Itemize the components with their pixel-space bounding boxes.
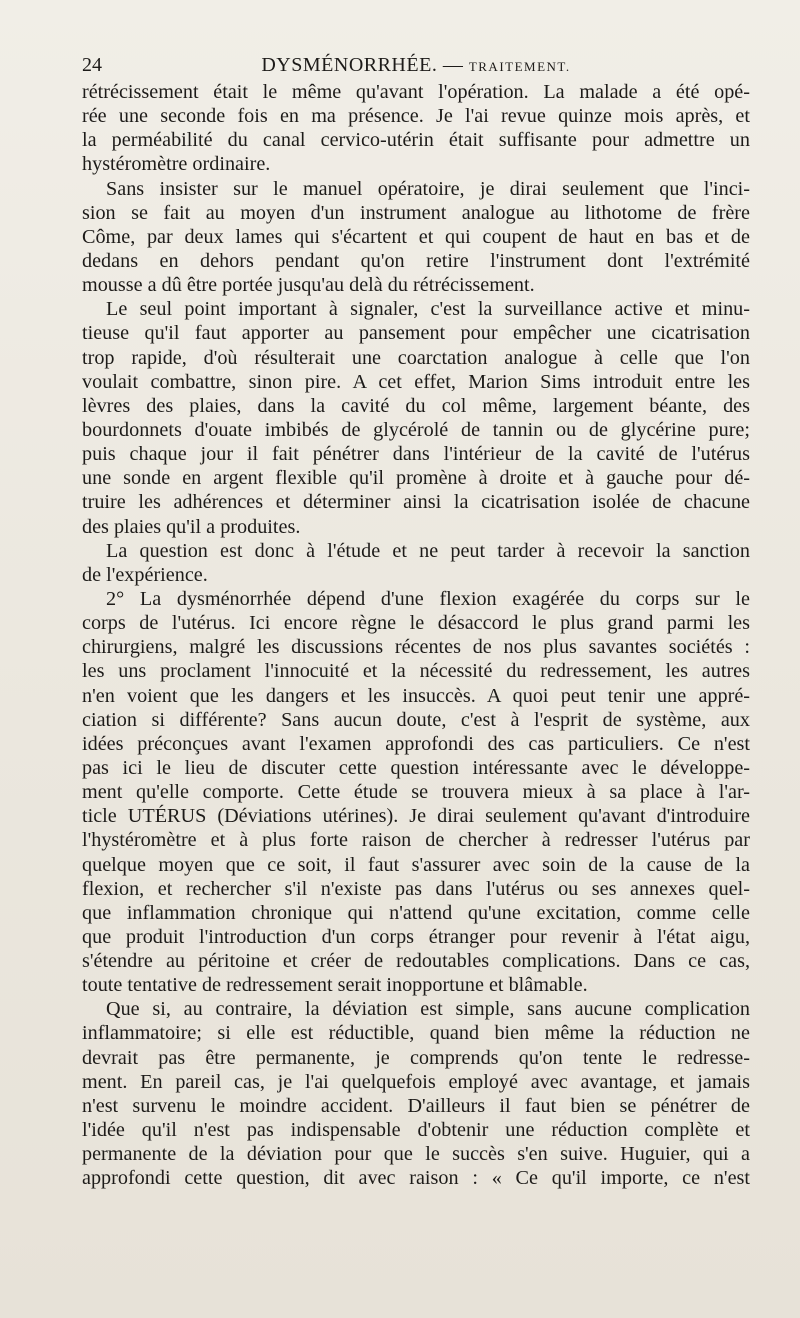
text-line: hystéromètre ordinaire.	[82, 153, 271, 176]
page-body	[82, 80, 750, 1190]
text-line: puis chaque jour il fait pénétrer dans l'intérieur de la cavité de l'utérus	[82, 443, 750, 466]
text-line: s'étendre au péritoine et créer de redoutables complications. Dans ce cas,	[82, 950, 750, 973]
text-line: flexion, et rechercher s'il n'existe pas dans l'utérus ou ses annexes quel-	[82, 877, 750, 900]
text-line: bourdonnets d'ouate imbibés de glycérolé de tannin ou de glycérine pure;	[82, 418, 750, 441]
text-line: toute tentative de redressement serait inopportune et blâmable.	[82, 974, 588, 997]
text-line: que produit l'introduction d'un corps étranger pour revenir à l'état aigu,	[82, 925, 750, 948]
text-line: mousse a dû être portée jusqu'au delà du rétrécissement.	[82, 274, 535, 297]
text-line: l'hystéromètre et à plus forte raison de chercher à redresser l'utérus par	[82, 829, 750, 852]
text-line: quelque moyen que ce soit, il faut s'assurer avec soin de la cause de la	[82, 853, 750, 876]
text-line: pas ici le lieu de discuter cette question intéressante avec le développe-	[82, 756, 750, 779]
text-line: tieuse qu'il faut apporter au pansement pour empêcher une cicatrisation	[82, 322, 750, 345]
text-line: La question est donc à l'étude et ne peut tarder à recevoir la sanction	[106, 539, 750, 562]
text-line: dedans en dehors pendant qu'on retire l'instrument dont l'extrémité	[82, 249, 750, 272]
text-line: les uns proclament l'innocuité et la nécessité du redressement, les autres	[82, 660, 750, 683]
running-title	[82, 54, 750, 77]
text-line: l'idée qu'il n'est pas indispensable d'obtenir une réduction complète et	[82, 1119, 750, 1142]
text-line: permanente de la déviation pour que le succès s'en suive. Huguier, qui a	[82, 1143, 750, 1166]
text-line: 2° La dysménorrhée dépend d'une flexion exagérée du corps sur le	[106, 587, 750, 610]
text-line: une sonde en argent flexible qu'il promène à droite et à gauche pour dé-	[82, 467, 750, 490]
text-line: Côme, par deux lames qui s'écartent et qui coupent de haut en bas et de	[82, 225, 750, 248]
text-line: approfondi cette question, dit avec raison : « Ce qu'il importe, ce n'est	[82, 1167, 750, 1190]
text-line: sion se fait au moyen d'un instrument analogue au lithotome de frère	[82, 201, 750, 224]
text-line: que inflammation chronique qui n'attend qu'une excitation, comme celle	[82, 901, 750, 924]
text-line: idées préconçues avant l'examen approfondi des cas particuliers. Ce n'est	[82, 732, 750, 755]
text-line: de l'expérience.	[82, 563, 208, 586]
text-line: Que si, au contraire, la déviation est simple, sans aucune complication	[106, 998, 750, 1021]
text-line: corps de l'utérus. Ici encore règne le désaccord le plus grand parmi les	[82, 612, 750, 635]
text-line: trop rapide, d'où résulterait une coarctation analogue à celle que l'on	[82, 346, 750, 369]
text-line: ciation si différente? Sans aucun doute, c'est à l'esprit de système, aux	[82, 708, 750, 731]
text-line: truire les adhérences et déterminer ainsi la cicatrisation isolée de chacune	[82, 491, 750, 514]
text-line: ment qu'elle comporte. Cette étude se trouvera mieux à sa place à l'ar-	[82, 781, 750, 804]
page-number: 24	[82, 54, 102, 76]
text-line: rée une seconde fois en ma présence. Je l'ai revue quinze mois après, et	[82, 105, 750, 128]
text-line: ticle UTÉRUS (Déviations utérines). Je dirai seulement qu'avant d'introduire	[82, 805, 750, 828]
text-line: des plaies qu'il a produites.	[82, 515, 301, 538]
text-line: Sans insister sur le manuel opératoire, je dirai seulement que l'inci-	[106, 177, 750, 200]
text-line: n'est survenu le moindre accident. D'ailleurs il faut bien se pénétrer de	[82, 1094, 750, 1117]
section-subtitle: TRAITEMENT.	[468, 59, 571, 74]
text-line: lèvres des plaies, dans la cavité du col même, largement béante, des	[82, 394, 750, 417]
text-line: voulait combattre, sinon pire. A cet effet, Marion Sims introduit entre les	[82, 370, 750, 393]
chapter-title: DYSMÉNORRHÉE. —	[261, 54, 464, 76]
text-line: devrait pas être permanente, je comprends qu'on tente le redresse-	[82, 1046, 750, 1069]
text-line: rétrécissement était le même qu'avant l'opération. La malade a été opé-	[82, 81, 750, 103]
running-head	[82, 46, 750, 76]
text-line: chirurgiens, malgré les discussions récentes de nos plus savantes sociétés :	[82, 636, 750, 659]
text-line: la perméabilité du canal cervico-utérin était suffisante pour admettre un	[82, 129, 750, 152]
text-line: ment. En pareil cas, je l'ai quelquefois employé avec avantage, et jamais	[82, 1070, 750, 1093]
text-line: n'en voient que les dangers et les insuccès. A quoi peut tenir une appré-	[82, 684, 750, 707]
text-line: inflammatoire; si elle est réductible, quand bien même la réduction ne	[82, 1022, 750, 1045]
text-line: Le seul point important à signaler, c'est la surveillance active et minu-	[106, 298, 750, 321]
